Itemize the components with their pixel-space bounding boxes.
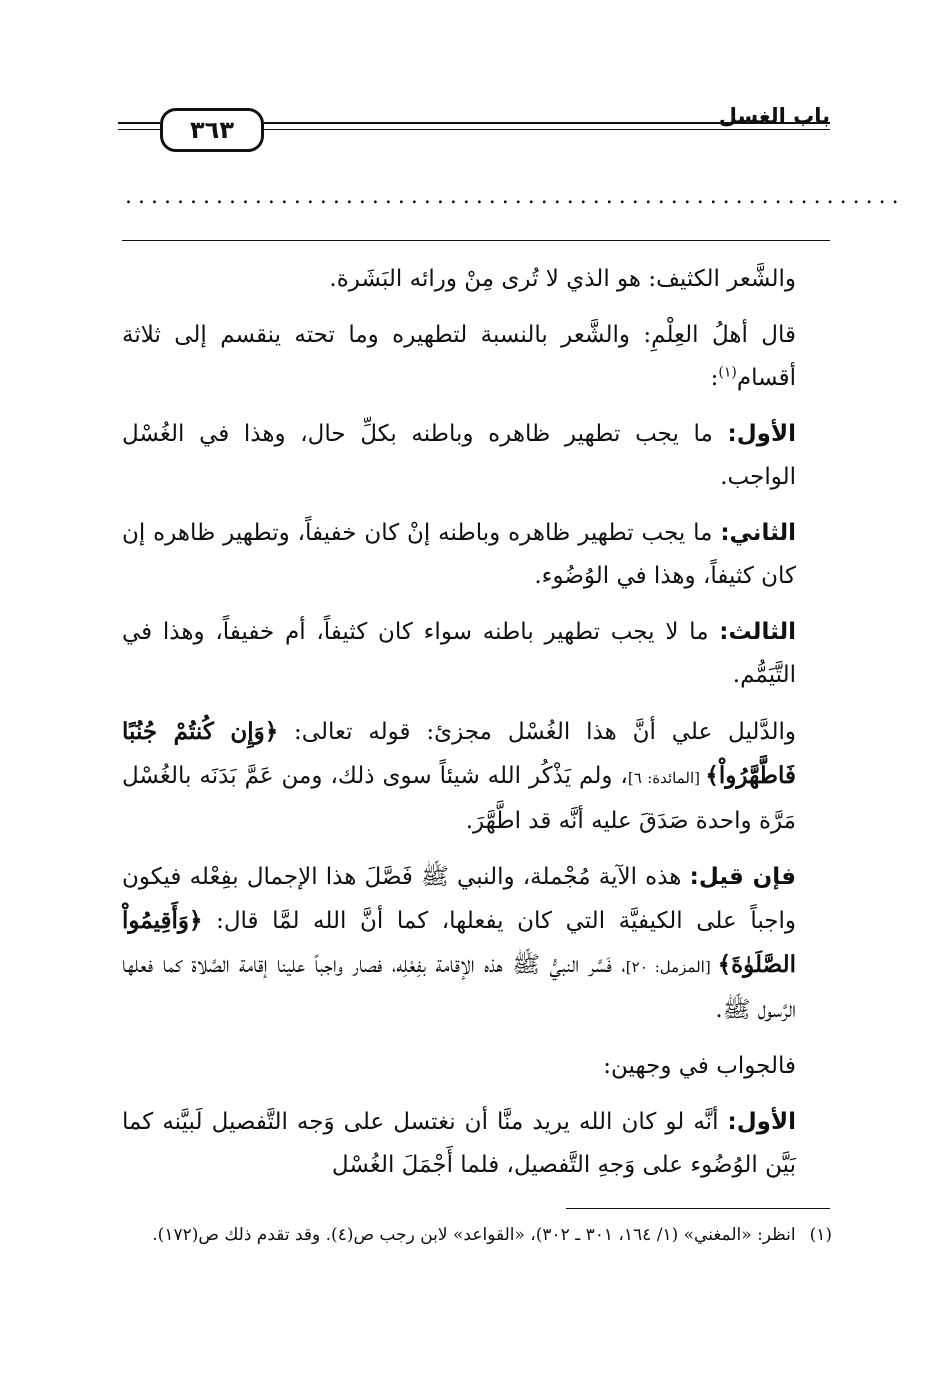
header-rule-left-bottom (118, 129, 160, 130)
paragraph-text: قال أهلُ العِلْمِ: والشَّعر بالنسبة لتطهيره وما تحته ينقسم إلى ثلاثة أقسام (122, 322, 796, 391)
paragraph-text: ، فَسَّر النبيُّ ﷺ هذه الإقامة بفِعْلِه، فصار واجباً علينا إقامة الصَّلاة كما فعلها الرَّسول ﷺ. (122, 952, 796, 1023)
header-rule-left-top (118, 122, 160, 124)
paragraph-text: أنَّه لو كان الله يريد منَّا أن نغتسل على وَجه التَّفصيل لَبيَّنه كما بَيَّن الوُضُوء على وَجهِ التَّفصيل، فلما أَجْمَلَ الغُسْل (122, 1109, 796, 1178)
running-header (118, 98, 830, 158)
paragraph-text: هذه الآية مُجْملة، والنبي ﷺ فَصَّلَ هذا الإجمال بفِعْله فيكون واجباً على الكيفيَّة التي كان يفعلها، كما أنَّ الله لمَّا قال: (122, 864, 796, 934)
paragraph-text: ما يجب تطهير ظاهره وباطنه بكلِّ حال، وهذا في الغُسْل الواجب. (122, 421, 796, 490)
paragraph-objection (122, 856, 832, 1032)
paragraph-first-type (122, 413, 832, 499)
lead-word: الثاني: (720, 520, 796, 546)
chapter-title: باب الغسل (718, 104, 830, 128)
quran-verse: ﴿وَأَقِيمُواْ الصَّلَوٰةَ﴾ (122, 907, 796, 978)
paragraph-second-type (122, 512, 832, 598)
lead-word: الأول: (727, 1109, 796, 1135)
lead-word: الثالث: (719, 619, 796, 645)
paragraph-answer-first (122, 1101, 832, 1187)
text-top-rule (122, 240, 830, 241)
paragraph-text: فالجواب في وجهين: (603, 1053, 796, 1079)
paragraph-tail: : (710, 365, 719, 391)
paragraph-text: ، ولم يَذْكُر الله شيئاً سوى ذلك، ومن عَمَّ بَدَنَه بالغُسْل مَرَّة واحدة صَدَقَ عليه أنَّه قد اطَّهَّرَ. (122, 763, 796, 834)
paragraph-text: ما يجب تطهير ظاهره وباطنه إنْ كان خفيفاً، وتطهير ظاهره إن كان كثيفاً، وهذا في الوُضُوء. (122, 520, 796, 589)
lead-word: فإن قيل: (689, 864, 797, 890)
paragraph-text: والشَّعر الكثيف: هو الذي لا تُرى مِنْ ورائه البَشَرة. (329, 266, 796, 292)
footnote (122, 1218, 832, 1252)
paragraph-text: والدَّليل علي أنَّ هذا الغُسْل مجزئ: قوله تعالى: (278, 719, 797, 745)
ellipsis-divider: ............................................................ (125, 184, 905, 209)
footnote-rule (566, 1208, 830, 1209)
paragraph-evidence (122, 710, 832, 843)
footnote-text: انظر: «المغني» (١/ ١٦٤، ٣٠١ ـ ٣٠٢)، «القواعد» لابن رجب ص(٤). وقد تقدم ذلك ص(١٧٢). (152, 1225, 796, 1245)
lead-word: الأول: (727, 421, 796, 447)
paragraph-third-type (122, 611, 832, 697)
paragraph-text: ما لا يجب تطهير باطنه سواء كان كثيفاً، أم خفيفاً، وهذا في التَّيَمُّم. (122, 619, 796, 688)
page-number: ٣٦٣ (160, 108, 264, 152)
paragraph-answer-intro (122, 1045, 832, 1088)
footnote-marker: (١) (718, 364, 737, 381)
paragraph-thick-hair (122, 258, 832, 301)
main-text (122, 258, 832, 1200)
paragraph-scholars (122, 314, 832, 400)
header-rule-right-bottom (264, 129, 830, 130)
quran-verse: ﴿وَإِن كُنتُمْ جُنُبًا فَاطَّهَّرُواْ﴾ (122, 718, 796, 789)
verse-reference: [المائدة: ٦] (627, 769, 706, 787)
verse-reference: [المزمل: ٢٠] (625, 958, 718, 976)
footnote-number: (١) (809, 1225, 832, 1245)
